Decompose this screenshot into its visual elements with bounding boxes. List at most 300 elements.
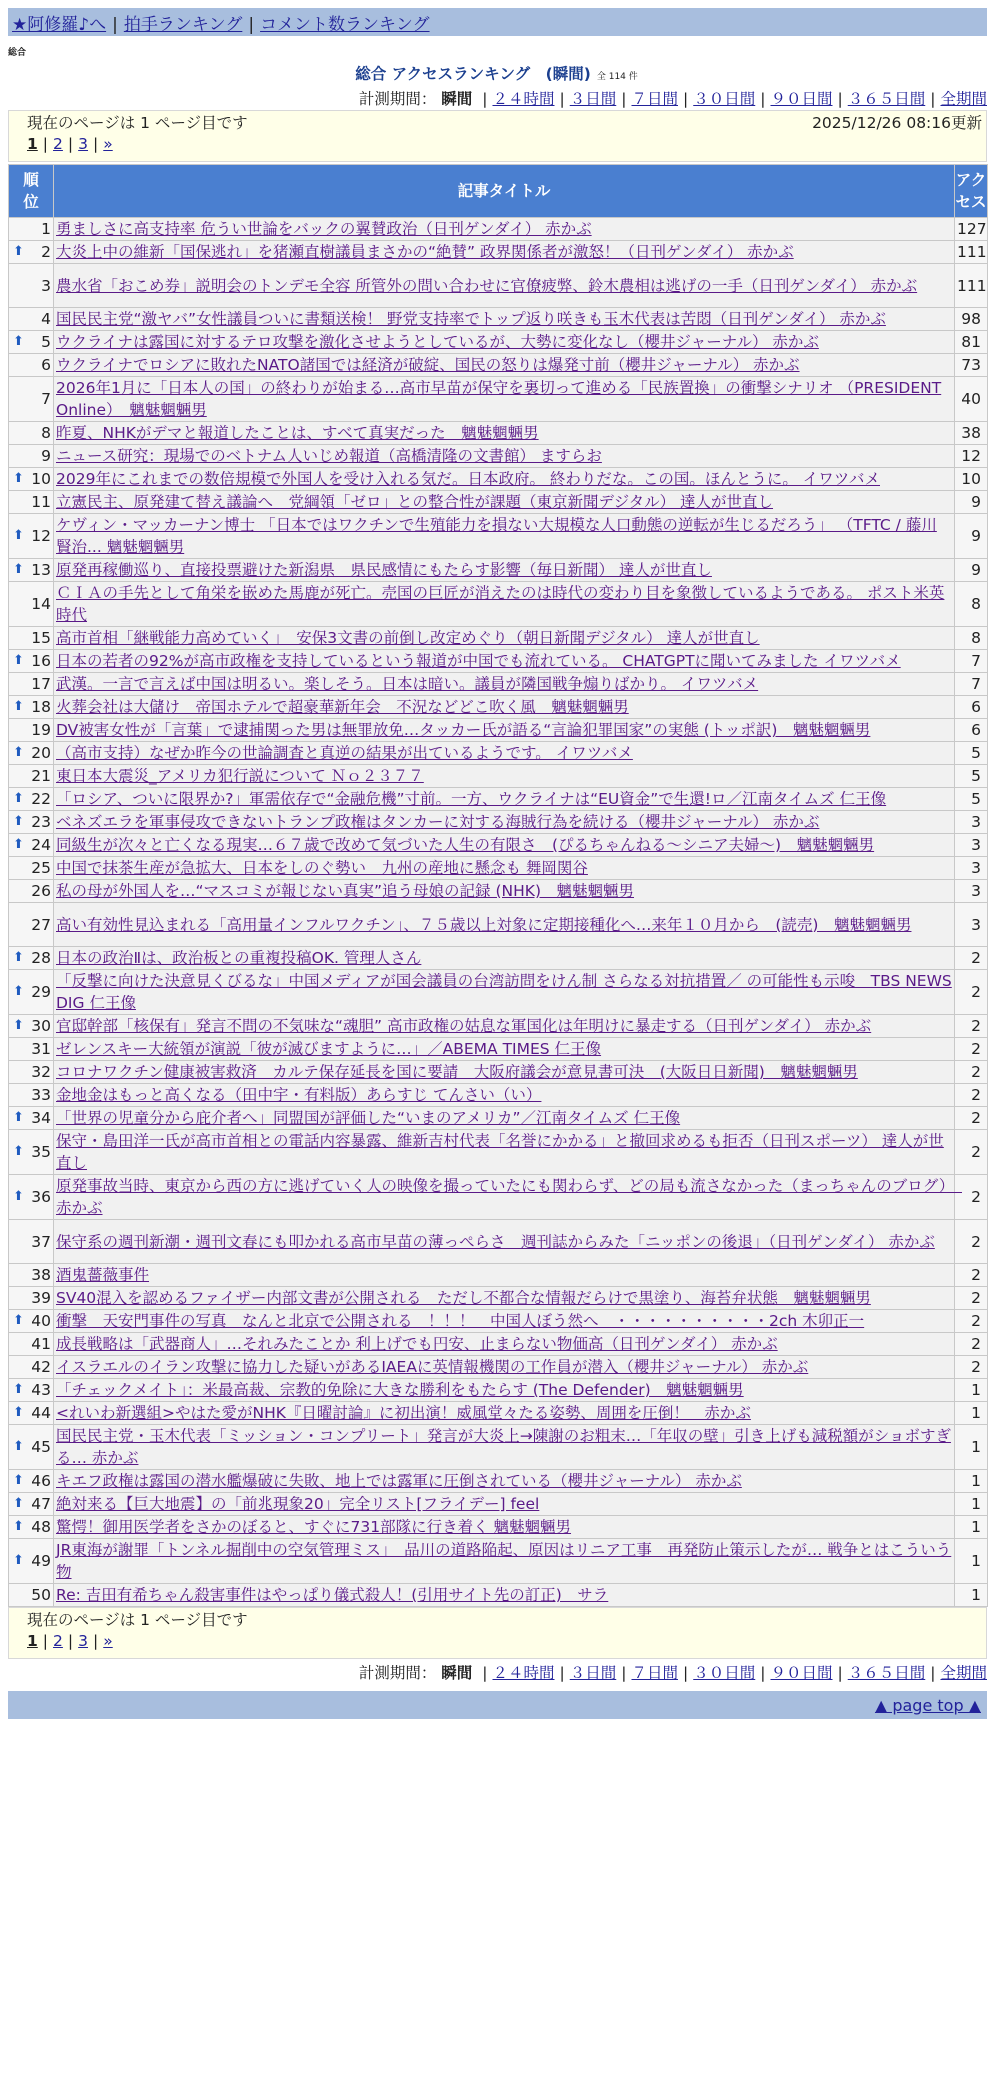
article-title-link[interactable]: 私の母が外国人を…“マスコミが報じない真実”追う母娘の記録 (NHK) 魑魅魍魎男 (56, 882, 634, 900)
rank-number: 17 (31, 675, 51, 693)
nav-comment-ranking-link[interactable]: コメント数ランキング (260, 14, 430, 35)
title-cell (54, 1015, 955, 1038)
rank-number: 4 (41, 310, 51, 328)
table-row (9, 1038, 988, 1061)
title-cell (54, 696, 955, 719)
top-nav-bar: ★阿修羅♪へ | 拍手ランキング | コメント数ランキング (8, 8, 987, 36)
access-count: 9 (955, 514, 988, 559)
title-cell (54, 468, 955, 491)
table-row (9, 1333, 988, 1356)
article-title-link[interactable]: ウクライナは露国に対するテロ攻撃を激化させようとしているが、大勢に変化なし（櫻井ジャーナル） 赤かぶ (56, 333, 819, 351)
table-row (9, 1425, 988, 1470)
article-title-link[interactable]: ゼレンスキー大統領が演説「彼が滅びますように…」／ABEMA TIMES 仁王像 (56, 1040, 602, 1058)
rank-cell (9, 377, 54, 422)
up-arrow-icon: ⬆ (13, 745, 24, 760)
article-title-link[interactable]: <れいわ新選組>やはた愛がNHK『日曜討論』に初出演！威風堂々たる姿勢、周囲を圧倒！ 赤かぶ (56, 1404, 751, 1422)
article-title-link[interactable]: ＣＩＡの手先として角栄を嵌めた馬鹿が死亡。売国の巨匠が消えたのは時代の変わり目を象徴しているようである。 ポスト米英時代 (56, 584, 945, 624)
up-arrow-icon: ⬆ (13, 699, 24, 714)
up-arrow-icon: ⬆ (13, 528, 24, 543)
article-title-link[interactable]: 「反撃に向けた決意見くびるな」中国メディアが国会議員の台湾訪問をけん制 さらなる対抗措置／ の可能性も示唆 TBS NEWS DIG 仁王像 (56, 972, 952, 1012)
up-arrow-icon: ⬆ (13, 653, 24, 668)
rank-number: 20 (31, 744, 51, 762)
rank-number: 26 (31, 882, 51, 900)
table-row (9, 1356, 988, 1379)
rank-cell (9, 970, 54, 1015)
article-title-link[interactable]: 金地金はもっと高くなる（田中宇・有料版）あらすじ てんさい（い） (56, 1086, 542, 1104)
rank-number: 36 (31, 1188, 51, 1206)
rank-cell (9, 559, 54, 582)
article-title-link[interactable]: 日本の政治Ⅱは、政治板との重複投稿OK. 管理人さん (56, 949, 422, 967)
title-cell (54, 1287, 955, 1310)
period-link-4-bottom[interactable]: ９０日間 (770, 1664, 833, 1682)
rank-cell (9, 857, 54, 880)
period-link-4[interactable]: ９０日間 (770, 90, 833, 108)
up-arrow-icon: ⬆ (13, 791, 24, 806)
rank-cell (9, 264, 54, 308)
total-count: 全 114 件 (596, 72, 638, 82)
title-cell (54, 445, 955, 468)
title-cell (54, 1493, 955, 1516)
title-cell (54, 241, 955, 264)
access-count: 6 (955, 719, 988, 742)
table-row (9, 811, 988, 834)
access-count: 2 (955, 1356, 988, 1379)
rank-cell (9, 880, 54, 903)
rank-cell (9, 1402, 54, 1425)
access-count: 2 (955, 1310, 988, 1333)
article-title-link[interactable]: DV被害女性が「言葉」で逮捕関った男は無罪放免…タッカー氏が語る“言論犯罪国家”の実態 (トッポ訳) 魑魅魍魎男 (56, 721, 871, 739)
up-arrow-icon: ⬆ (13, 1519, 24, 1534)
article-title-link[interactable]: ウクライナでロシアに敗れたNATO諸国では経済が破綻、国民の怒りは爆発寸前（櫻井ジャーナル） 赤かぶ (56, 356, 800, 374)
rank-number: 12 (31, 527, 51, 545)
rank-cell (9, 331, 54, 354)
rank-number: 41 (31, 1335, 51, 1353)
rank-number: 18 (31, 698, 51, 716)
title-cell (54, 1425, 955, 1470)
rank-cell (9, 1287, 54, 1310)
table-row (9, 857, 988, 880)
article-title-link[interactable]: 衝撃 天安門事件の写真 なんと北京で公開される ！！！ 中国人ぼう然へ ・・・・・・・・・・2ch 木卯正一 (56, 1312, 865, 1330)
access-count: 3 (955, 857, 988, 880)
table-row (9, 1287, 988, 1310)
up-arrow-icon: ⬆ (13, 1382, 24, 1397)
rank-number: 8 (41, 424, 51, 442)
period-link-6[interactable]: 全期間 (940, 90, 987, 108)
rank-cell (9, 1356, 54, 1379)
article-title-link[interactable]: ベネズエラを軍事侵攻できないトランプ政権はタンカーに対する海賊行為を続ける（櫻井ジャーナル） 赤かぶ (56, 813, 820, 831)
article-title-link[interactable]: 国民民主党“激ヤバ”女性議員ついに書類送検！ 野党支持率でトップ返り咲きも玉木代表は苦悶（日刊ゲンダイ） 赤かぶ (56, 310, 886, 328)
rank-number: 40 (31, 1312, 51, 1330)
title-cell (54, 1310, 955, 1333)
access-count: 3 (955, 903, 988, 947)
access-count: 8 (955, 627, 988, 650)
table-row (9, 582, 988, 627)
access-count: 7 (955, 650, 988, 673)
rank-number: 22 (31, 790, 51, 808)
access-count: 81 (955, 331, 988, 354)
rank-cell (9, 514, 54, 559)
period-link-1[interactable]: ３日間 (569, 90, 617, 108)
access-count: 3 (955, 811, 988, 834)
table-row (9, 834, 988, 857)
access-count: 12 (955, 445, 988, 468)
rank-cell (9, 1038, 54, 1061)
article-title-link[interactable]: 勇ましさに高支持率 危うい世論をバックの翼賛政治（日刊ゲンダイ） 赤かぶ (56, 220, 592, 238)
rank-cell (9, 468, 54, 491)
rank-number: 47 (31, 1495, 51, 1513)
pager-page-link[interactable]: 2 (53, 135, 63, 153)
article-title-link[interactable]: 絶対来る【巨大地震】の「前兆現象20」完全リスト[フライデー] feel (56, 1495, 540, 1513)
table-row (9, 1584, 988, 1607)
table-row (9, 627, 988, 650)
article-title-link[interactable]: 同級生が次々と亡くなる現実…６７歳で改めて気づいた人生の有限さ (ぴるちゃんねる〜シニア夫婦〜) 魑魅魍魎男 (56, 836, 875, 854)
access-count: 1 (955, 1539, 988, 1584)
pager-page-link-bottom[interactable]: 3 (78, 1632, 89, 1650)
title-cell (54, 811, 955, 834)
pager-current-page: 1 (27, 135, 38, 153)
table-row (9, 1015, 988, 1038)
rank-cell (9, 1470, 54, 1493)
period-link-0[interactable]: ２４時間 (492, 90, 555, 108)
table-row (9, 445, 988, 468)
rank-number: 50 (31, 1586, 51, 1604)
article-title-link[interactable]: 驚愕！御用医学者をさかのぼると、すぐに731部隊に行き着く 魑魅魍魎男 (56, 1518, 572, 1536)
table-row (9, 947, 988, 970)
title-cell (54, 1038, 955, 1061)
table-row (9, 1107, 988, 1130)
access-count: 5 (955, 742, 988, 765)
table-row (9, 1130, 988, 1175)
access-count: 2 (955, 1287, 988, 1310)
rank-number: 13 (31, 561, 51, 579)
up-arrow-icon: ⬆ (13, 1473, 24, 1488)
article-title-link[interactable]: 中国で抹茶生産が急拡大、日本をしのぐ勢い 九州の産地に懸念も 舞岡関谷 (56, 859, 588, 877)
article-title-link[interactable]: 「ロシア、ついに限界か?」軍需依存で“金融危機”寸前。一方、ウクライナは“EU資金”で生還!ロ／江南タイムズ 仁王像 (56, 790, 887, 808)
pager-current-page-bottom: 1 (27, 1632, 38, 1650)
rank-cell (9, 582, 54, 627)
access-count: 9 (955, 559, 988, 582)
access-count: 6 (955, 696, 988, 719)
period-link-2[interactable]: ７日間 (631, 90, 678, 108)
access-count: 1 (955, 1516, 988, 1539)
title-cell (54, 1470, 955, 1493)
header-access: アクセス (955, 165, 988, 218)
period-link-2-bottom[interactable]: ７日間 (631, 1664, 678, 1682)
table-row (9, 1402, 988, 1425)
period-link-0-bottom[interactable]: ２４時間 (492, 1664, 555, 1682)
rank-number: 38 (31, 1266, 51, 1284)
table-row (9, 765, 988, 788)
title-cell (54, 1402, 955, 1425)
table-row (9, 1470, 988, 1493)
article-title-link[interactable]: 日本の若者の92%が高市政権を支持しているという報道が中国でも流れている。 CHATGPTに聞いてみました イワツバメ (56, 652, 901, 670)
access-count: 2 (955, 1175, 988, 1220)
page-top-link[interactable]: ▲ page top ▲ (874, 1695, 981, 1715)
up-arrow-icon: ⬆ (13, 1439, 24, 1454)
rank-cell (9, 696, 54, 719)
table-row (9, 1539, 988, 1584)
up-arrow-icon: ⬆ (13, 1144, 24, 1159)
access-count: 7 (955, 673, 988, 696)
rank-number: 30 (31, 1017, 51, 1035)
access-count: 1 (955, 1379, 988, 1402)
article-title-link[interactable]: Re: 吉田有希ちゃん殺害事件はやっぱり儀式殺人！(引用サイト先の訂正) サラ (56, 1586, 609, 1604)
up-arrow-icon: ⬆ (13, 1189, 24, 1204)
up-arrow-icon: ⬆ (13, 1018, 24, 1033)
article-title-link[interactable]: コロナワクチン健康被害救済 カルテ保存延長を国に要請 大阪府議会が意見書可決 (大阪日日新聞) 魑魅魍魎男 (56, 1063, 858, 1081)
article-title-link[interactable]: 「世界の児童分から庇介者へ」同盟国が評価した“いまのアメリカ”／江南タイムズ 仁王像 (56, 1109, 681, 1127)
rank-number: 31 (31, 1040, 51, 1058)
title-cell (54, 673, 955, 696)
table-row (9, 696, 988, 719)
title-cell (54, 582, 955, 627)
title-cell (54, 719, 955, 742)
title-cell (54, 788, 955, 811)
access-count: 1 (955, 1470, 988, 1493)
table-row (9, 880, 988, 903)
table-row (9, 491, 988, 514)
rank-number: 42 (31, 1358, 51, 1376)
rank-number: 39 (31, 1289, 51, 1307)
access-count: 1 (955, 1425, 988, 1470)
article-title-link[interactable]: 国民民主党・玉木代表「ミッション・コンプリート」発言が大炎上→陳謝のお粗末…「年収の壁」引き上げも減税額がショボすぎる… 赤かぶ (56, 1427, 951, 1467)
table-row (9, 1379, 988, 1402)
rank-number: 7 (41, 390, 51, 408)
title-cell (54, 947, 955, 970)
table-row (9, 903, 988, 947)
rank-number: 21 (31, 767, 51, 785)
article-title-link[interactable]: 火葬会社は大儲け 帝国ホテルで超豪華新年会 不況などどこ吹く風 魑魅魍魎男 (56, 698, 629, 716)
rank-cell (9, 422, 54, 445)
up-arrow-icon: ⬆ (13, 1110, 24, 1125)
rank-cell (9, 1015, 54, 1038)
period-label: 計測期間： (358, 90, 437, 108)
article-title-link[interactable]: 官邸幹部「核保有」発言不問の不気味な“魂胆” 高市政権の姑息な軍国化は年明けに暴走する（日刊ゲンダイ） 赤かぶ (56, 1017, 872, 1035)
rank-cell (9, 673, 54, 696)
article-title-link[interactable]: 酒鬼薔薇事件 (56, 1266, 150, 1284)
nav-asyura-home-link[interactable]: ★阿修羅♪へ (12, 14, 107, 35)
title-cell (54, 1061, 955, 1084)
article-title-link[interactable]: 原発再稼働巡り、直接投票避けた新潟県 県民感情にもたらす影響（毎日新聞） 達人が世直し (56, 561, 712, 579)
article-title-link[interactable]: ニュース研究：現場でのベトナム人いじめ報道（高橋清隆の文書館） ますらお (56, 447, 602, 465)
rank-cell (9, 627, 54, 650)
article-title-link[interactable]: 東日本大震災_アメリカ犯行説について Ｎｏ２３７７ (56, 767, 424, 785)
up-arrow-icon: ⬆ (13, 837, 24, 852)
title-cell (54, 377, 955, 422)
page-title (0, 62, 993, 84)
access-count: 8 (955, 582, 988, 627)
rank-number: 19 (31, 721, 51, 739)
access-count: 3 (955, 880, 988, 903)
table-row (9, 377, 988, 422)
article-title-link[interactable]: 昨夏、NHKがデマと報道したことは、すべて真実だった 魑魅魍魎男 (56, 424, 539, 442)
up-arrow-icon: ⬆ (13, 244, 24, 259)
rank-cell (9, 218, 54, 241)
access-count: 3 (955, 834, 988, 857)
article-title-link[interactable]: JR東海が謝罪「トンネル掘削中の空気管理ミス」 品川の道路陥起、原因はリニア工事 再発防止策示したが… 戦争とはこういう物 (56, 1541, 952, 1581)
table-row (9, 970, 988, 1015)
nav-applause-ranking-link[interactable]: 拍手ランキング (123, 14, 243, 35)
access-count: 1 (955, 1493, 988, 1516)
up-arrow-icon: ⬆ (13, 1313, 24, 1328)
access-count: 5 (955, 765, 988, 788)
period-link-1-bottom[interactable]: ３日間 (569, 1664, 617, 1682)
rank-cell (9, 811, 54, 834)
title-cell (54, 1220, 955, 1264)
article-title-link[interactable]: 高い有効性見込まれる「高用量インフルワクチン」、７５歳以上対象に定期接種化へ…来年１０月から (読売) 魑魅魍魎男 (56, 915, 912, 934)
access-count: 2 (955, 1130, 988, 1175)
title-cell (54, 970, 955, 1015)
rank-cell (9, 788, 54, 811)
access-count: 9 (955, 491, 988, 514)
rank-cell (9, 1379, 54, 1402)
bottom-bar (8, 1691, 987, 1719)
rank-cell (9, 1061, 54, 1084)
table-row (9, 241, 988, 264)
rank-cell (9, 1516, 54, 1539)
pager-next-link-bottom[interactable]: » (103, 1632, 113, 1650)
ranking-title: 総合 アクセスランキング (瞬間) (355, 65, 591, 83)
period-link-5-bottom[interactable]: ３６５日間 (847, 1664, 926, 1682)
period-current: 瞬間 (441, 90, 473, 108)
pager-next-link[interactable]: » (103, 135, 113, 153)
table-row (9, 218, 988, 241)
rank-cell (9, 491, 54, 514)
pager-page-link[interactable]: 3 (78, 135, 89, 153)
rank-cell (9, 241, 54, 264)
access-count: 2 (955, 1220, 988, 1264)
title-cell (54, 1175, 962, 1220)
rank-number: 24 (31, 836, 51, 854)
title-cell (54, 1516, 955, 1539)
access-count: 2 (955, 970, 988, 1015)
table-row (9, 422, 988, 445)
rank-number: 44 (31, 1404, 51, 1422)
rank-cell (9, 1107, 54, 1130)
title-cell (54, 491, 955, 514)
title-cell (54, 1130, 955, 1175)
table-row (9, 1493, 988, 1516)
rank-number: 25 (31, 859, 51, 877)
rank-cell (9, 1333, 54, 1356)
rank-number: 9 (41, 447, 51, 465)
up-arrow-icon: ⬆ (13, 1496, 24, 1511)
access-count: 2 (955, 947, 988, 970)
article-title-link[interactable]: 保守・島田洋一氏が高市首相との電話内容暴露、維新吉村代表「名誉にかかる」と撤回求めるも拒否（日刊スポーツ） 達人が世直し (56, 1132, 944, 1172)
rank-cell (9, 650, 54, 673)
rank-number: 10 (31, 470, 51, 488)
rank-cell (9, 445, 54, 468)
access-count: 10 (955, 468, 988, 491)
table-row (9, 308, 988, 331)
title-cell (54, 857, 955, 880)
period-link-3-bottom[interactable]: ３０日間 (693, 1664, 756, 1682)
title-cell (54, 218, 955, 241)
pager-page-link-bottom[interactable]: 2 (53, 1632, 63, 1650)
table-row (9, 1310, 988, 1333)
title-cell (54, 650, 955, 673)
access-count: 40 (955, 377, 988, 422)
rank-cell (9, 1539, 54, 1584)
access-count: 111 (955, 241, 988, 264)
title-cell (54, 903, 955, 947)
article-title-link[interactable]: 立憲民主、原発建て替え議論へ 党綱領「ゼロ」との整合性が課題（東京新聞デジタル） 達人が世直し (56, 493, 774, 511)
title-cell (54, 514, 955, 559)
up-arrow-icon: ⬆ (13, 984, 24, 999)
article-title-link[interactable]: 「チェックメイト」：米最高裁、宗教的免除に大きな勝利をもたらす (The Defender) 魑魅魍魎男 (56, 1381, 744, 1399)
access-count: 2 (955, 1264, 988, 1287)
updated-timestamp: 2025/12/26 08:16更新 (812, 114, 982, 132)
table-row (9, 719, 988, 742)
period-link-5[interactable]: ３６５日間 (847, 90, 926, 108)
article-title-link[interactable]: 原発事故当時、東京から西の方に逃げていく人の映像を撮っていたにも関わらず、どの局も流さなかった（まっちゃんのブログ） 赤かぶ (56, 1177, 962, 1217)
rank-number: 14 (31, 595, 51, 613)
table-row (9, 1084, 988, 1107)
table-row (9, 468, 988, 491)
title-cell (54, 308, 955, 331)
pager-top: 現在のページは 1 ページ目です 2025/12/26 08:16更新 1 | 2 | 3 | » (8, 110, 987, 162)
rank-cell (9, 742, 54, 765)
article-title-link[interactable]: 2026年1月に「日本人の国」の終わりが始まる…高市早苗が保守を裏切って進める「民族置換」の衝撃シナリオ （PRESIDENT Online） 魑魅魍魎男 (56, 379, 942, 419)
table-row (9, 354, 988, 377)
article-title-link[interactable]: 成長戦略は「武器商人」…それみたことか 利上げでも円安、止まらない物価高（日刊ゲンダイ） 赤かぶ (56, 1335, 778, 1353)
period-selector-bottom: 計測期間： 瞬間 | ２４時間 | ３日間 | ７日間 | ３０日間 | ９０日間 | ３６５日間 | 全期間 (358, 1664, 987, 1682)
article-title-link[interactable]: （高市支持）なぜか昨今の世論調査と真逆の結果が出ているようです。 イワツバメ (56, 744, 633, 762)
article-title-link[interactable]: ケヴィン・マッカーナン博士 「日本ではワクチンで生殖能力を損ない大規模な人口動態の逆転が生じるだろう」 （TFTC / 藤川賢治... 魑魅魍魎男 (56, 516, 937, 556)
table-row (9, 1516, 988, 1539)
article-title-link[interactable]: 2029年にこれまでの数倍規模で外国人を受け入れる気だ。日本政府。 終わりだな。この国。ほんとうに。 イワツバメ (56, 470, 880, 488)
page-status-bottom: 現在のページは 1 ページ目です (27, 1611, 248, 1629)
table-row (9, 650, 988, 673)
header-rank: 順位 (9, 165, 54, 218)
title-cell (54, 1539, 955, 1584)
rank-number: 6 (41, 356, 51, 374)
rank-cell (9, 1175, 54, 1220)
title-cell (54, 834, 955, 857)
article-title-link[interactable]: 大炎上中の維新「国保逃れ」を猪瀬直樹議員まさかの“絶賛” 政界関係者が激怒！（日刊ゲンダイ） 赤かぶ (56, 243, 794, 261)
rank-cell (9, 947, 54, 970)
article-title-link[interactable]: 農水省「おこめ券」説明会のトンデモ全容 所管外の問い合わせに官僚疲弊、鈴木農相は逃げの一手（日刊ゲンダイ） 赤かぶ (56, 276, 918, 295)
access-count: 38 (955, 422, 988, 445)
access-count: 73 (955, 354, 988, 377)
access-count: 5 (955, 788, 988, 811)
period-label-bottom: 計測期間： (358, 1664, 437, 1682)
rank-number: 46 (31, 1472, 51, 1490)
period-selector-top: 計測期間： 瞬間 | ２４時間 | ３日間 | ７日間 | ３０日間 | ９０日間 | ３６５日間 | 全期間 (358, 90, 987, 108)
article-title-link[interactable]: キエフ政権は露国の潜水艦爆破に失敗、地上では露軍に圧倒されている（櫻井ジャーナル） 赤かぶ (56, 1472, 742, 1490)
access-count: 127 (955, 218, 988, 241)
title-cell (54, 1107, 955, 1130)
access-count: 2 (955, 1107, 988, 1130)
up-arrow-icon: ⬆ (13, 950, 24, 965)
period-link-6-bottom[interactable]: 全期間 (940, 1664, 987, 1682)
title-cell (54, 1584, 955, 1607)
rank-number: 15 (31, 629, 51, 647)
title-cell (54, 264, 955, 308)
article-title-link[interactable]: 保守系の週刊新潮・週刊文春にも叩かれる高市早苗の薄っぺらさ 週刊誌からみた「ニッポンの後退」（日刊ゲンダイ） 赤かぶ (56, 1232, 935, 1251)
title-cell (54, 1084, 955, 1107)
article-title-link[interactable]: 武漢。一言で言えば中国は明るい。楽しそう。日本は暗い。議員が隣国戦争煽りばかり。 イワツバメ (56, 675, 759, 693)
period-link-3[interactable]: ３０日間 (693, 90, 756, 108)
article-title-link[interactable]: SV40混入を認めるファイザー内部文書が公開される ただし不都合な情報だらけで黒塗り、海苔弁状態 魑魅魍魎男 (56, 1289, 871, 1307)
rank-number: 37 (31, 1232, 51, 1251)
article-title-link[interactable]: イスラエルのイラン攻撃に協力した疑いがあるIAEAに英情報機関の工作員が潜入（櫻井ジャーナル） 赤かぶ (56, 1358, 809, 1376)
access-count: 2 (955, 1084, 988, 1107)
article-title-link[interactable]: 高市首相「継戦能力高めていく」 安保3文書の前倒し改定めぐり（朝日新聞デジタル） 達人が世直し (56, 629, 760, 647)
rank-number: 27 (31, 915, 51, 934)
title-cell (54, 331, 955, 354)
rank-number: 33 (31, 1086, 51, 1104)
